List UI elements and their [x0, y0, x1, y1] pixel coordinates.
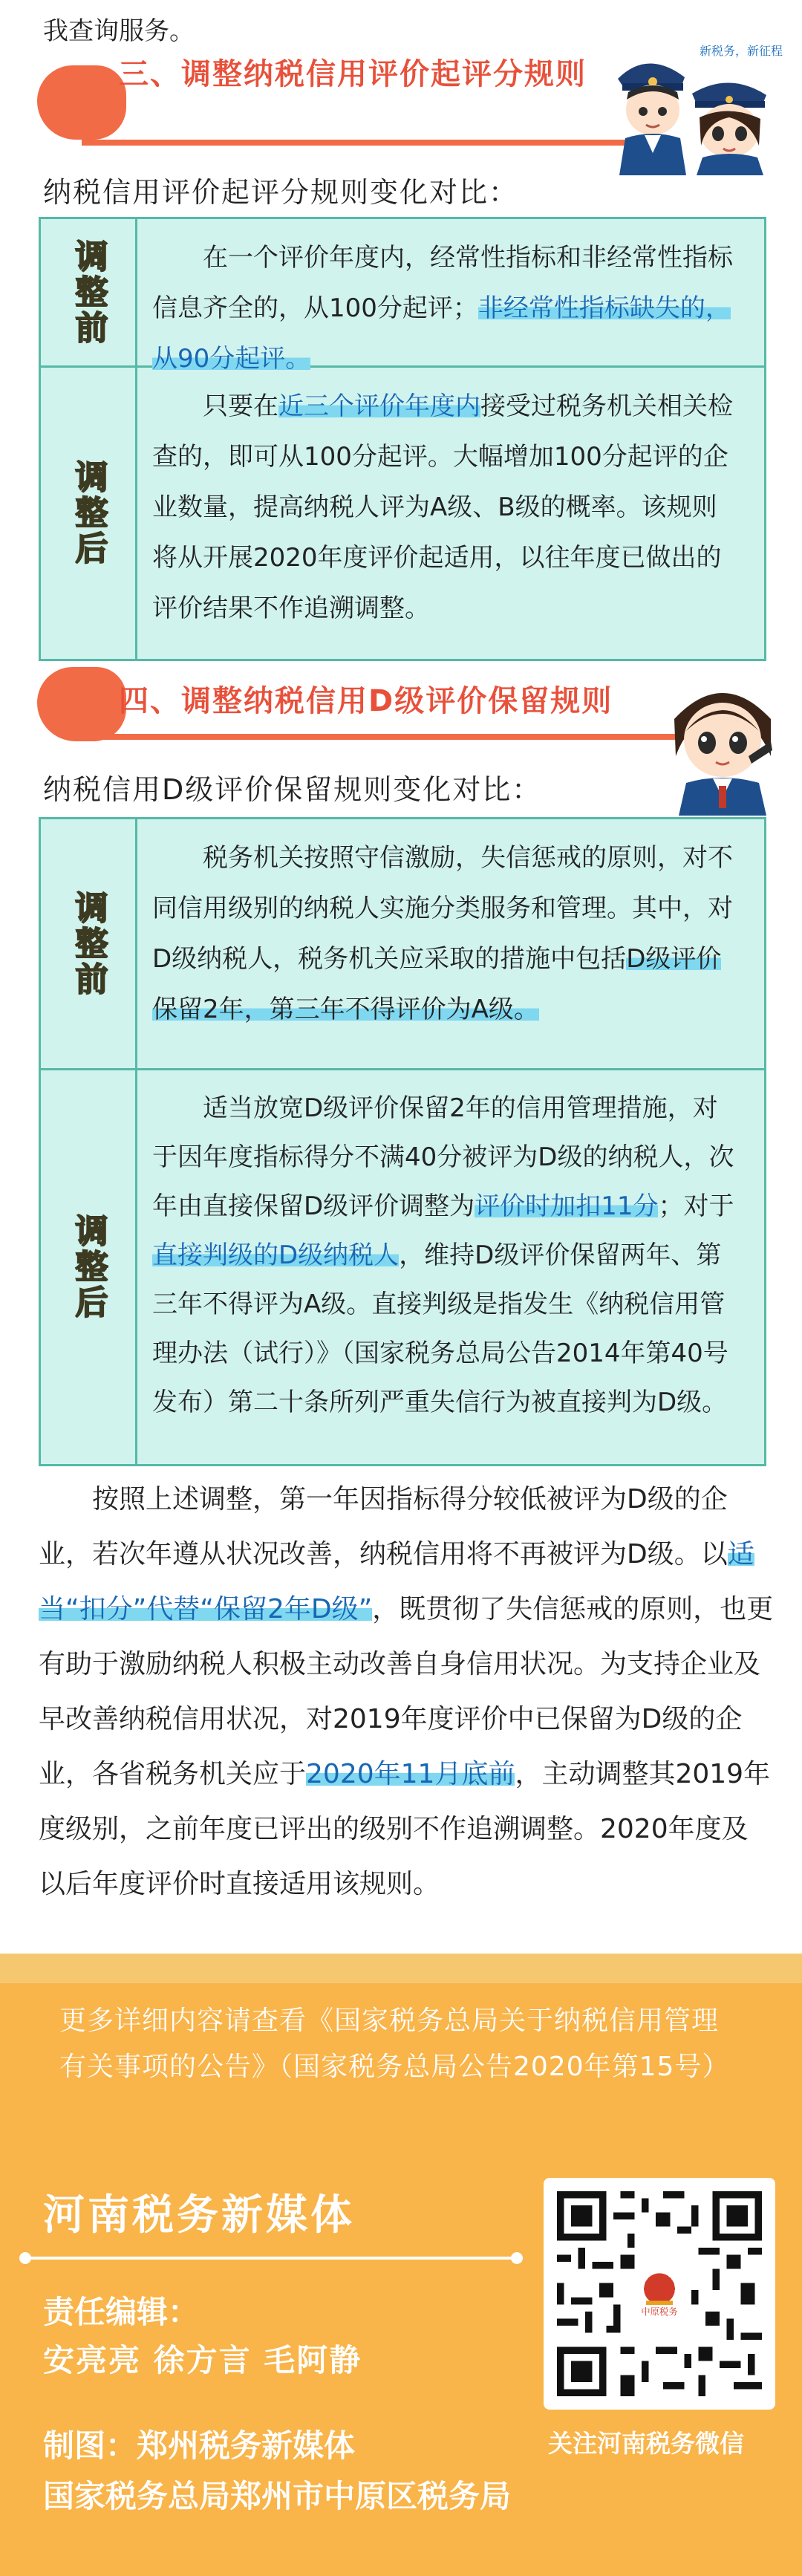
- section3-row-after: [41, 368, 764, 659]
- section4-compare-label: 纳税信用D级评价保留规则变化对比：: [43, 773, 542, 806]
- section4-after-highlight-2: 直接判级的D级纳税人: [152, 1240, 400, 1270]
- summary-highlight-1: 适当“扣分”代替“保留2年D级”: [39, 1539, 754, 1624]
- header-blob-shape: [37, 667, 126, 741]
- section4-before-highlight: D级评价保留2年，第三年不得评价为A级。: [152, 944, 722, 1024]
- section3-before-text: 在一个评价年度内，经常性指标和非经常性指标信息齐全的，从100分起评；非经常性指标缺失的，从90分起评。: [152, 243, 733, 374]
- summary-highlight-2: 2020年11月底前: [306, 1759, 515, 1789]
- section4-before-text: 税务机关按照守信激励，失信惩戒的原则，对不同信用级别的纳税人实施分类服务和管理。其中，对D级纳税人，税务机关应采取的措施中包括D级评价保留2年，第三年不得评价为A级。: [152, 843, 733, 1024]
- follow-wechat-text: 关注河南税务微信: [548, 2429, 744, 2458]
- footer-editor-label: 责任编辑：: [43, 2294, 200, 2330]
- footer-organization: 国家税务总局郑州市中原区税务局: [43, 2478, 512, 2514]
- header-underline: [82, 140, 631, 146]
- section3-after-highlight: 近三个评价年度内: [278, 391, 480, 421]
- footer-top-stripe: [0, 1954, 802, 1983]
- footer-media-name: 河南税务新媒体: [43, 2191, 355, 2240]
- section3-after-text: 只要在近三个评价年度内接受过税务机关相关检查的，即可从100分起评。大幅增加100分起评的企业数量，提高纳税人评为A级、B级的概率。该规则将从开展2020年度评价起适用，以往年度已做出的评价结果不作追溯调整。: [152, 391, 733, 623]
- section3-before-highlight: 非经常性指标缺失的，从90分起评。: [152, 293, 731, 374]
- section4-row-before: [41, 819, 764, 1070]
- female-officer-mascot-icon: [659, 667, 786, 816]
- section3-title: 三、调整纳税信用评价起评分规则: [119, 57, 587, 91]
- section3-compare-label: 纳税信用评价起评分规则变化对比：: [43, 176, 519, 209]
- section4-after-text: 适当放宽D级评价保留2年的信用管理措施，对于因年度指标得分不满40分被评为D级的纳税人，次年由直接保留D级评价调整为评价时加扣11分；对于直接判级的D级纳税人，维持D级评价保留两年、第三年不得评为A级。直接判级是指发生《纳税信用管理办法（试行）》（国家税务总局公告2014年第40号发布）第二十条所列严重失信行为被直接判为D级。: [152, 1093, 734, 1417]
- footer-divider: [22, 2257, 520, 2260]
- footer-made-by: 制图：郑州税务新媒体: [43, 2427, 356, 2464]
- tax-officers-mascot-icon: [603, 34, 789, 175]
- section3-before-tag: 调整前: [41, 219, 137, 365]
- footer-editors: 安亮亮 徐方言 毛阿静: [43, 2342, 362, 2378]
- qr-code-icon: [557, 2191, 762, 2396]
- intro-tail-text: 我查询服务。: [43, 16, 195, 46]
- section3-header: [37, 43, 602, 173]
- section4-after-highlight-1: 评价时加扣11分: [475, 1191, 659, 1221]
- section3-after-tag: 调整后: [41, 368, 137, 659]
- qr-center-label: 中原税务: [641, 2306, 678, 2318]
- section3-compare-table: [39, 217, 766, 661]
- summary-paragraph: 按照上述调整，第一年因指标得分较低被评为D级的企业，若次年遵从状况改善，纳税信用将不再被评为D级。以适当“扣分”代替“保留2年D级”，既贯彻了失信惩戒的原则，也更有助于激励纳税人积极主动改善自身信用状况。为支持企业及早改善纳税信用状况，对2019年度评价中已保留为D级的企业，各省税务机关应于2020年11月底前，主动调整其2019年度级别，之前年度已评出的级别不作追溯调整。2020年度及以后年度评价时直接适用该规则。: [39, 1484, 774, 1899]
- section4-before-tag: 调整前: [41, 819, 137, 1068]
- section4-row-after: [41, 1070, 764, 1464]
- footer: [0, 1954, 802, 2576]
- section3-row-before: [41, 219, 764, 374]
- greeting-bubble: 新税务，新征程: [700, 44, 783, 58]
- section4-title: 四、调整纳税信用D级评价保留规则: [119, 684, 613, 718]
- section4-compare-table: [39, 817, 766, 1466]
- section4-after-tag: 调整后: [41, 1070, 137, 1464]
- footer-more-info: 更多详细内容请查看《国家税务总局关于纳税信用管理有关事项的公告》（国家税务总局公告2020年第15号）: [59, 2006, 730, 2082]
- qr-code[interactable]: [544, 2178, 775, 2410]
- header-underline: [82, 734, 691, 740]
